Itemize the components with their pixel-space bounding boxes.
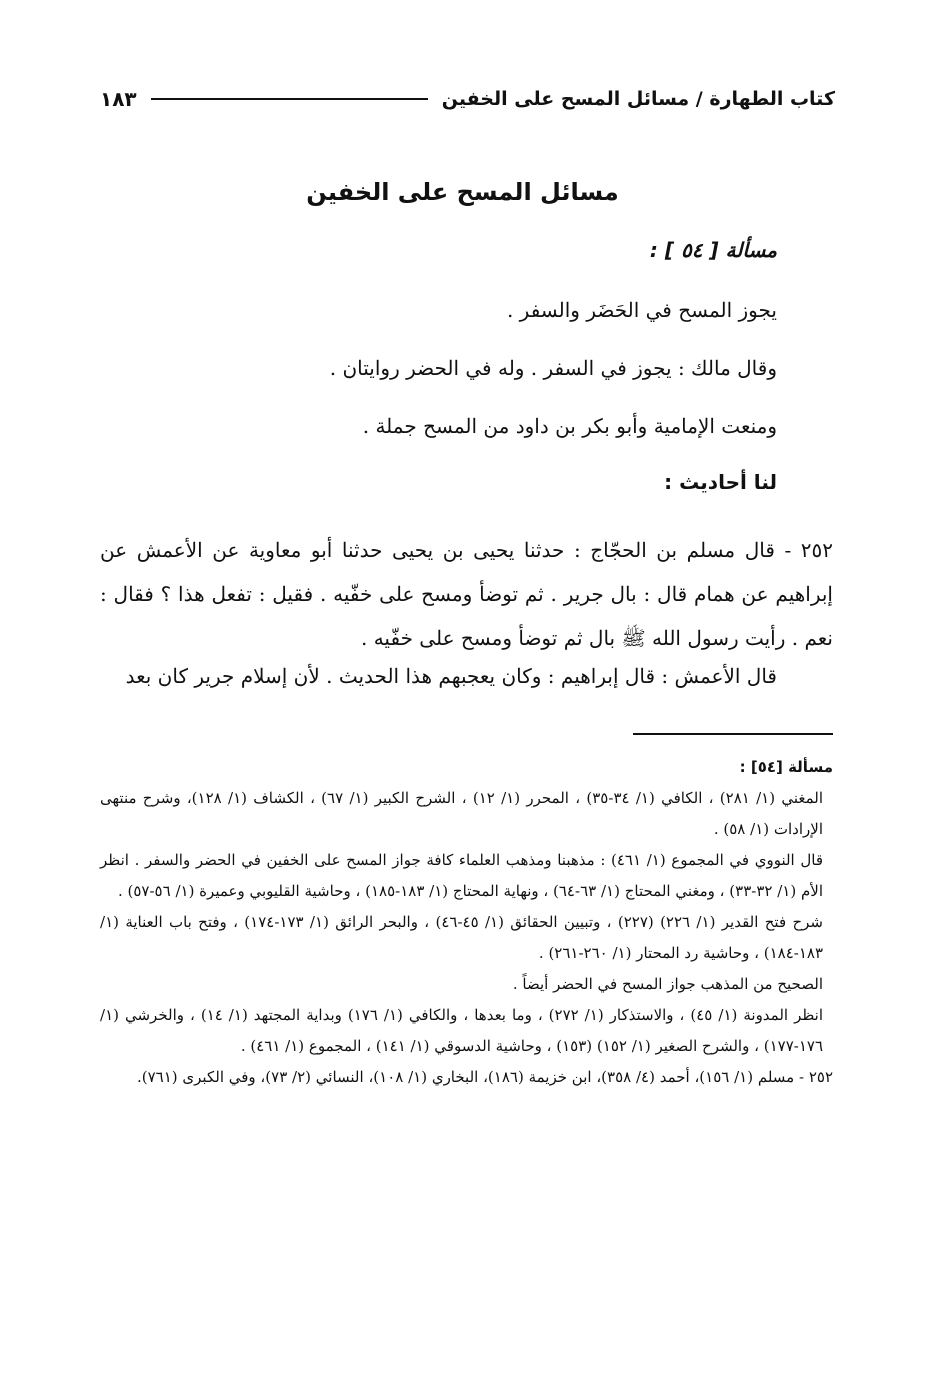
running-title: كتاب الطهارة / مسائل المسح على الخفين	[441, 88, 835, 110]
footnote-paragraph-4: الصحيح من المذهب جواز المسح في الحضر أيضاً .	[512, 975, 823, 993]
footnotes	[100, 752, 833, 1093]
footnote-paragraph-5: انظر المدونة (١/ ٤٥) ، والاستذكار (١/ ٢٧٢) ، وما بعدها ، والكافي (١/ ١٧٦) وبداية المجتهد (١/ ١٤) ، والخرشي (١/ ١٧٦-١٧٧) ، والشرح الصغير (١/ ١٥٢) (١٥٣) ، وحاشية الدسوقي (١/ ١٤١) ، المجموع (١/ ٤٦١) .	[100, 1006, 824, 1055]
header-rule	[151, 98, 428, 100]
issue-label: مسألة [ ٥٤ ] :	[649, 238, 777, 262]
hadith-252-text: ٢٥٢ - قال مسلم بن الحجّاج : حدثنا يحيى بن يحيى حدثنا أبو معاوية عن الأعمش عن إبراهيم عن همام قال : بال جرير . ثم توضأ ومسح على خفّيه . فقيل : تفعل هذا ؟ فقال : نعم . رأيت رسول الله ﷺ بال ثم توضأ ومسح على خفّيه .	[100, 538, 833, 650]
footnote-paragraph-1: المغني (١/ ٢٨١) ، الكافي (١/ ٣٤-٣٥) ، المحرر (١/ ١٢) ، الشرح الكبير (١/ ٦٧) ، الكشاف (١/ ١٢٨)، وشرح منتهى الإرادات (١/ ٥٨) .	[100, 789, 824, 838]
footnote-rule	[633, 733, 833, 735]
body-line-1: يجوز المسح في الحَضَر والسفر .	[506, 298, 777, 322]
footnote-paragraph-2: قال النووي في المجموع (١/ ٤٦١) : مذهبنا ومذهب العلماء كافة جواز المسح على الخفين في الحضر والسفر . انظر الأم (١/ ٣٢-٣٣) ، ومغني المحتاج (١/ ٦٣-٦٤) ، ونهاية المحتاج (١/ ١٨٣-١٨٥) ، وحاشية القليوبي وعميرة (١/ ٥٦-٥٧) .	[100, 851, 824, 900]
footnote-paragraph-3: شرح فتح القدير (١/ ٢٢٦) (٢٢٧) ، وتبيين الحقائق (١/ ٤٥-٤٦) ، والبحر الرائق (١/ ١٧٣-١٧٤) ، وفتح باب العناية (١/ ١٨٣-١٨٤) ، وحاشية رد المحتار (١/ ٢٦٠-٢٦١) .	[100, 913, 823, 962]
page-number: ١٨٣	[100, 87, 137, 111]
footnote-heading: مسألة [٥٤] :	[739, 758, 833, 776]
footnote-hadith-ref: ٢٥٢ - مسلم (١/ ١٥٦)، أحمد (٤/ ٣٥٨)، ابن خزيمة (١٨٦)، البخاري (١/ ١٠٨)، النسائي (٢/ ٧٣)، وفي الكبرى (٧٦١).	[137, 1068, 833, 1086]
body-line-4: لنا أحاديث :	[664, 470, 777, 494]
continuation-text: قال الأعمش : قال إبراهيم : وكان يعجبهم هذا الحديث . لأن إسلام جرير كان بعد	[125, 664, 777, 688]
body-line-2: وقال مالك : يجوز في السفر . وله في الحضر روايتان .	[329, 356, 777, 380]
running-header	[100, 82, 835, 116]
body-line-3: ومنعت الإمامية وأبو بكر بن داود من المسح جملة .	[362, 414, 777, 438]
chapter-title: مسائل المسح على الخفين	[306, 178, 619, 206]
